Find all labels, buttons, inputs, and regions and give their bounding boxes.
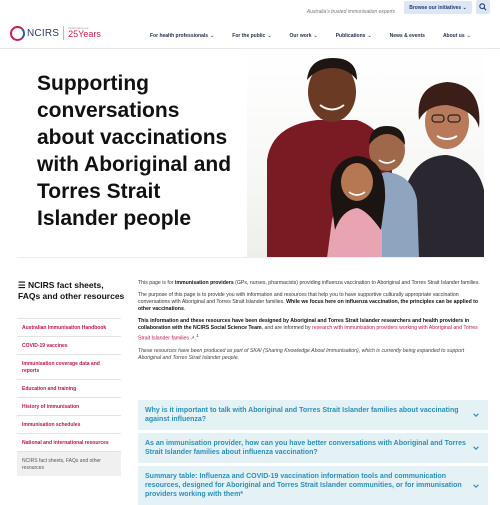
text-strong: immunisation providers — [174, 280, 234, 286]
text: The purpose of this page is to provide you with information and resources that help you to have supportive culturally appropriate vaccination conversations with Aboriginal and Torres Strait Islander families. — [138, 292, 459, 305]
utility-bar — [0, 0, 500, 20]
nav-label: Our work — [289, 33, 312, 39]
logo-text: NCIRS — [27, 27, 60, 39]
sidebar-item-national-resources[interactable]: National and international resources — [17, 433, 121, 451]
accordion-title: Why is it important to talk with Aboriginal and Torres Strait Islander families about vaccinating against influenza? — [145, 407, 459, 423]
external-link-icon: ↗. — [189, 335, 197, 342]
chevron-down-icon: ⌄ — [267, 33, 272, 39]
purpose-paragraph — [138, 292, 488, 313]
hero-family-photo — [247, 50, 484, 258]
nav-label: For the public — [232, 33, 266, 39]
browse-initiatives-button[interactable]: Browse our initiatives ⌄ — [404, 1, 472, 14]
text: . — [183, 306, 186, 312]
header-divider — [0, 48, 500, 49]
sidebar-item-current[interactable]: NCIRS fact sheets, FAQs and other resources — [17, 451, 121, 476]
main-navigation — [150, 33, 471, 39]
logo-divider — [63, 26, 64, 40]
chevron-down-icon — [472, 482, 480, 490]
sidebar-item-education[interactable]: Education and training — [17, 379, 121, 397]
sidebar-item-history[interactable]: History of immunisation — [17, 397, 121, 415]
hero-banner — [17, 50, 484, 258]
text-italic: These resources have been produced as part of SKAI (Sharing Knowledge About Immunisation), which is currently being expanded to support Aboriginal and Torres Strait Islander people. — [138, 347, 465, 361]
anniversary-small: Celebrating our — [68, 26, 89, 30]
nav-label: News & events — [389, 33, 425, 39]
sidebar-item-covid19-vaccines[interactable]: COVID-19 vaccines — [17, 336, 121, 354]
chevron-down-icon: ⌄ — [313, 33, 318, 39]
sidebar-item-schedules[interactable]: Immunisation schedules — [17, 415, 121, 433]
footnote-ref[interactable]: 1 — [196, 333, 199, 338]
anniversary-years: 25Years — [68, 29, 101, 39]
text: , and are informed by — [261, 325, 313, 331]
sidebar-item-coverage-data[interactable]: Immunisation coverage data and reports — [17, 354, 121, 379]
nav-about-us[interactable] — [443, 33, 471, 39]
logo-mark-icon — [10, 26, 25, 41]
search-icon — [479, 3, 487, 11]
sidebar-item-handbook[interactable]: Australian Immunisation Handbook — [17, 318, 121, 336]
accordion-better-conversations[interactable] — [138, 433, 488, 463]
design-paragraph — [138, 318, 488, 343]
site-logo[interactable] — [10, 25, 101, 41]
nav-news-events[interactable] — [390, 33, 425, 39]
chevron-down-icon — [472, 444, 480, 452]
main-content — [138, 280, 488, 367]
nav-label: About us — [442, 33, 465, 39]
chevron-down-icon: ⌄ — [367, 33, 372, 39]
nav-health-professionals[interactable] — [150, 33, 214, 39]
chevron-down-icon — [472, 411, 480, 419]
research-link[interactable]: research with immunisation providers working with Aboriginal and Torres Strait Islander families — [138, 325, 478, 342]
nav-label: Publications — [335, 33, 366, 39]
nav-publications[interactable] — [336, 33, 372, 39]
nav-our-work[interactable] — [290, 33, 318, 39]
accordion-title: Summary table: Influenza and COVID-19 vaccination information tools and communication resources, designed for Aboriginal and Torres Strait Islander communities, or for immunisation providers working with them* — [145, 473, 462, 498]
sidebar-title: ☰ NCIRS fact sheets, FAQs and other resources — [18, 280, 125, 301]
site-tagline: Australia's trusted immunisation experts — [306, 9, 395, 15]
accordion-summary-table[interactable] — [138, 466, 488, 505]
intro-paragraph — [138, 280, 488, 287]
page-title: Supporting conversations about vaccinations with Aboriginal and Torres Strait Islander people — [37, 72, 232, 230]
family-photo-illustration — [247, 50, 484, 258]
text: This page is for — [138, 280, 175, 286]
text-strong: This information and these resources have been designed by Aboriginal and Torres Strait Islander researchers and health providers in collaboration with the NCIRS Social Science Team — [138, 318, 470, 331]
chevron-down-icon: ⌄ — [466, 33, 471, 39]
nav-label: For health professionals — [150, 33, 209, 39]
search-button[interactable] — [476, 0, 490, 14]
skai-paragraph — [138, 348, 488, 362]
text: (GPs, nurses, pharmacists) providing influenza vaccination to Aboriginal and Torres Strait Islander families. — [233, 280, 480, 286]
chevron-down-icon: ⌄ — [210, 33, 215, 39]
text-strong: While we focus here on influenza vaccination, the principles can be applied to other vaccinations — [138, 299, 479, 312]
sidebar-list — [17, 318, 121, 476]
accordion-why-important[interactable] — [138, 400, 488, 430]
accordion-title: As an immunisation provider, how can you have better conversations with Aboriginal and Torres Strait Islander families about influenza vaccination? — [145, 440, 466, 456]
anniversary-badge — [68, 27, 101, 39]
nav-for-public[interactable] — [232, 33, 271, 39]
